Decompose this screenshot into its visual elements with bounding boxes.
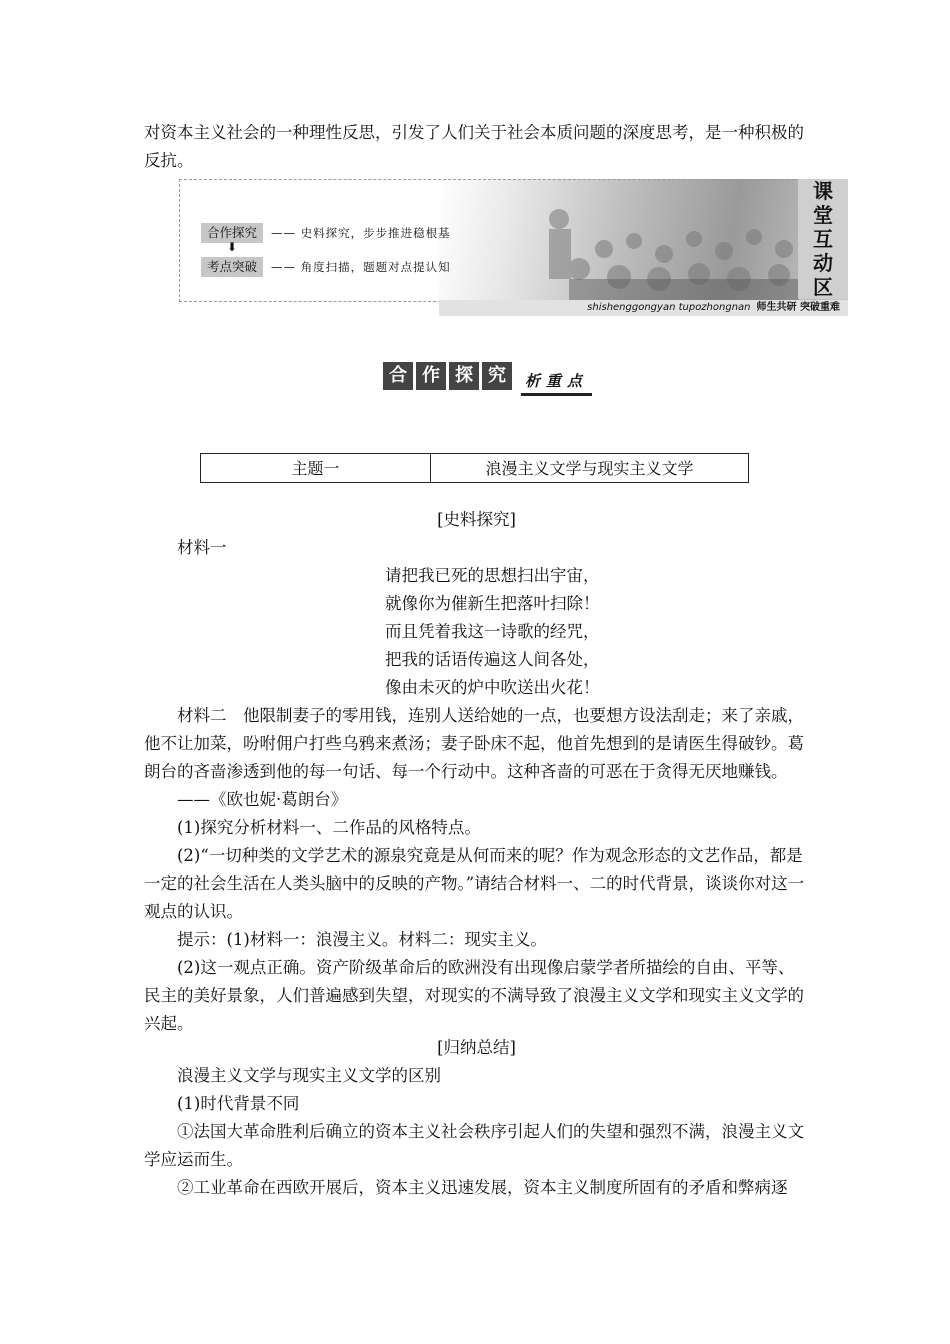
topic-title: 浪漫主义文学与现实主义文学 — [431, 454, 749, 483]
topic-table — [200, 453, 749, 483]
topic-label: 主题一 — [201, 454, 431, 483]
material2-paragraph: 材料二 他限制妻子的零用钱，连别人送给她的一点，也要想方设法刮走；来了亲戚，他不让加菜，吩咐佣户打些乌鸦来煮汤；妻子卧床不起，他首先想到的是请医生得破钞。葛朗台的吝啬渗透到他的每一句话、每一个行动中。这种吝啬的可恶在于贪得无厌地赚钱。 — [144, 706, 804, 781]
summary-point-1b: ②工业革命在西欧开展后，资本主义迅速发展，资本主义制度所固有的矛盾和弊病逐 — [177, 1178, 788, 1197]
banner-pinyin: shishenggongyan tupozhongnan — [587, 302, 751, 313]
summary-heading: [归纳总结] — [437, 1038, 516, 1057]
banner-footer — [439, 300, 848, 316]
poem-line: 像由未灭的炉中吹送出火花！ — [385, 678, 600, 697]
header-char: 作 — [416, 362, 446, 390]
side-char: 堂 — [813, 203, 833, 227]
banner-slogan: 师生共研 突破重难 — [756, 302, 840, 313]
summary-point-1: (1)时代背景不同 — [177, 1094, 300, 1113]
material1-label: 材料一 — [177, 538, 227, 557]
summary-title: 浪漫主义文学与现实主义文学的区别 — [177, 1066, 441, 1085]
down-arrow-icon: ⬇ — [227, 240, 238, 254]
poem-line: 就像你为催新生把落叶扫除！ — [385, 594, 600, 613]
hint-2: (2)这一观点正确。资产阶级革命后的欧洲没有出现像启蒙学者所描绘的自由、平等、民主的美好景象，人们普遍感到失望，对现实的不满导致了浪漫主义文学和现实主义文学的兴起。 — [144, 958, 804, 1033]
header-char: 探 — [449, 362, 479, 390]
explore-heading: [史料探究] — [437, 510, 516, 529]
hint-1: 提示：(1)材料一：浪漫主义。材料二：现实主义。 — [177, 930, 547, 949]
question-2: (2)“一切种类的文学艺术的源泉究竟是从何而来的呢？作为观念形态的文艺作品，都是一定的社会生活在人类头脑中的反映的产物。”请结合材料一、二的时代背景，谈谈你对这一观点的认识。 — [144, 846, 805, 921]
intro-paragraph: 对资本主义社会的一种理性反思，引发了人们关于社会本质问题的深度思考，是一种积极的反抗。 — [144, 123, 804, 170]
summary-point-1a: ①法国大革命胜利后确立的资本主义社会秩序引起人们的失望和强烈不满，浪漫主义文学应运而生。 — [144, 1122, 804, 1169]
banner-side-title — [798, 179, 848, 299]
header-char: 究 — [482, 362, 512, 390]
header-char: 合 — [383, 362, 413, 390]
poem-line: 把我的话语传遍这人间各处， — [385, 650, 600, 669]
step-tag-cooperate: 合作探究 — [201, 223, 263, 243]
section-subtitle: 析重点 — [521, 370, 592, 396]
poem-line: 请把我已死的思想扫出宇宙， — [385, 566, 600, 585]
classroom-banner — [179, 179, 848, 316]
side-char: 动 — [813, 251, 833, 275]
step-desc-cooperate: —— 史料探究，步步推进稳根基 — [271, 226, 451, 240]
material2-source: ——《欧也妮·葛朗台》 — [177, 790, 348, 809]
side-char: 互 — [813, 227, 833, 251]
section-header — [383, 362, 592, 392]
side-char: 区 — [813, 275, 833, 299]
step-tag-breakthrough: 考点突破 — [201, 257, 263, 277]
poem-line: 而且凭着我这一诗歌的经咒， — [385, 622, 600, 641]
question-1: (1)探究分析材料一、二作品的风格特点。 — [177, 818, 481, 837]
step-desc-breakthrough: —— 角度扫描，题题对点提认知 — [271, 260, 451, 274]
side-char: 课 — [813, 179, 833, 203]
